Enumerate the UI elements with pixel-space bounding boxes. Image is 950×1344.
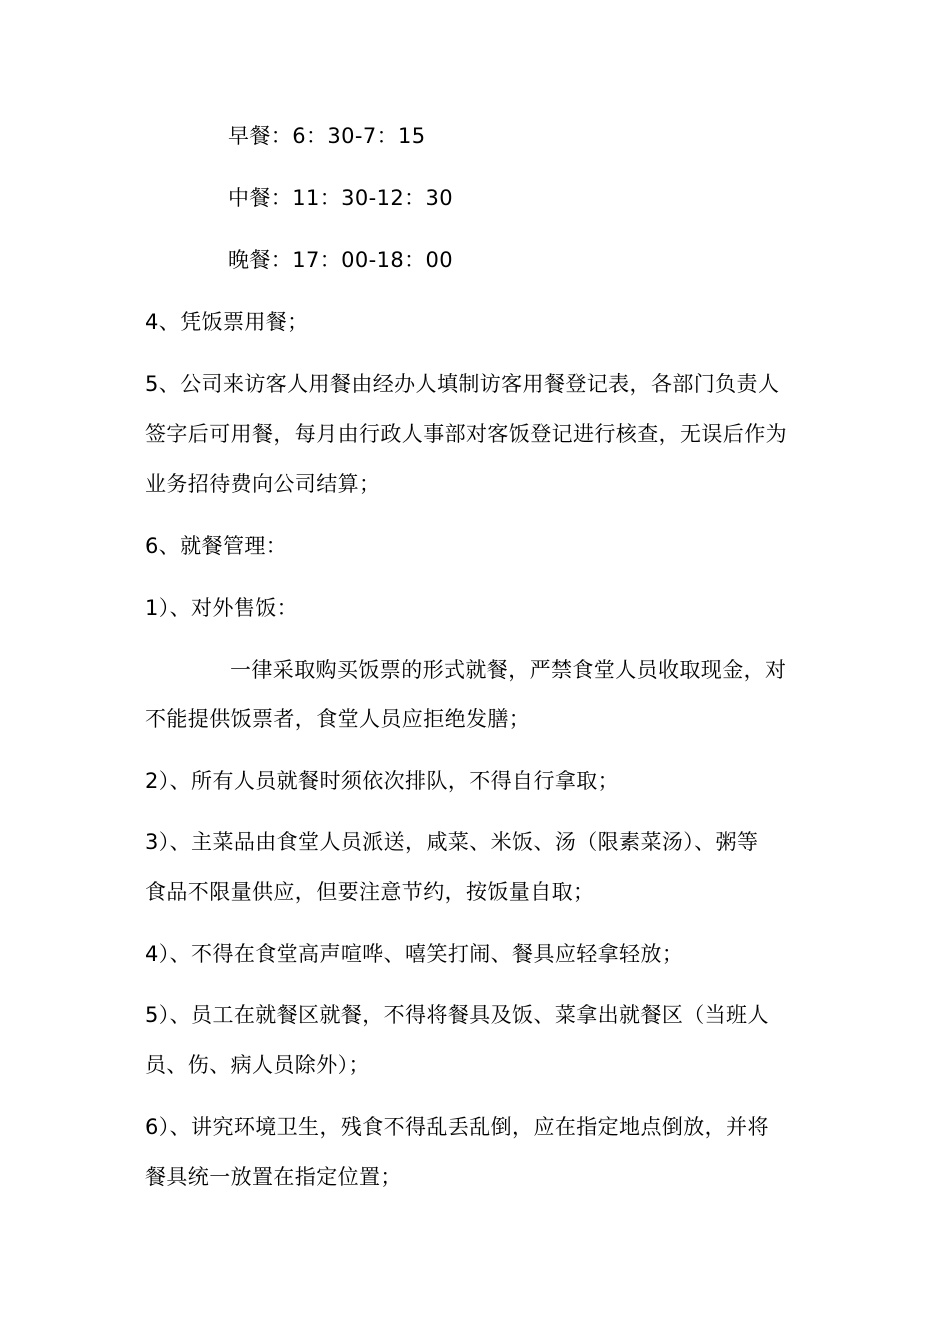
item-5-line-1: 5、公司来访客人用餐由经办人填制访客用餐登记表，各部门负责人 [145, 372, 780, 396]
dinner-time: 晚餐：17：00-18：00 [228, 248, 454, 272]
lunch-time: 中餐：11：30-12：30 [228, 186, 454, 210]
sub-item-6-line-1: 6）、讲究环境卫生，残食不得乱丢乱倒，应在指定地点倒放，并将 [145, 1115, 769, 1139]
item-5-line-2: 签字后可用餐，每月由行政人事部对客饭登记进行核查，无误后作为 [145, 422, 787, 446]
sub-item-1-line-1: 一律采取购买饭票的形式就餐，严禁食堂人员收取现金，对 [230, 658, 787, 682]
item-6-heading: 6、就餐管理： [145, 534, 288, 558]
sub-item-1-heading: 1）、对外售饭： [145, 596, 299, 620]
sub-item-2: 2）、所有人员就餐时须依次排队，不得自行拿取； [145, 769, 620, 793]
sub-item-6-line-2: 餐具统一放置在指定位置； [145, 1165, 402, 1189]
sub-item-3-line-2: 食品不限量供应，但要注意节约，按饭量自取； [145, 880, 595, 904]
sub-item-1-line-2: 不能提供饭票者，食堂人员应拒绝发膳； [145, 707, 531, 731]
item-4: 4、凭饭票用餐； [145, 310, 309, 334]
breakfast-time: 早餐：6：30-7：15 [228, 124, 426, 148]
sub-item-3-line-1: 3）、主菜品由食堂人员派送，咸菜、米饭、汤（限素菜汤）、粥等 [145, 830, 759, 854]
sub-item-5-line-2: 员、伤、病人员除外）； [145, 1053, 370, 1077]
sub-item-4: 4）、不得在食堂高声喧哗、嘻笑打闹、餐具应轻拿轻放； [145, 942, 684, 966]
item-5-line-3: 业务招待费向公司结算； [145, 472, 381, 496]
sub-item-5-line-1: 5）、员工在就餐区就餐，不得将餐具及饭、菜拿出就餐区（当班人 [145, 1003, 769, 1027]
